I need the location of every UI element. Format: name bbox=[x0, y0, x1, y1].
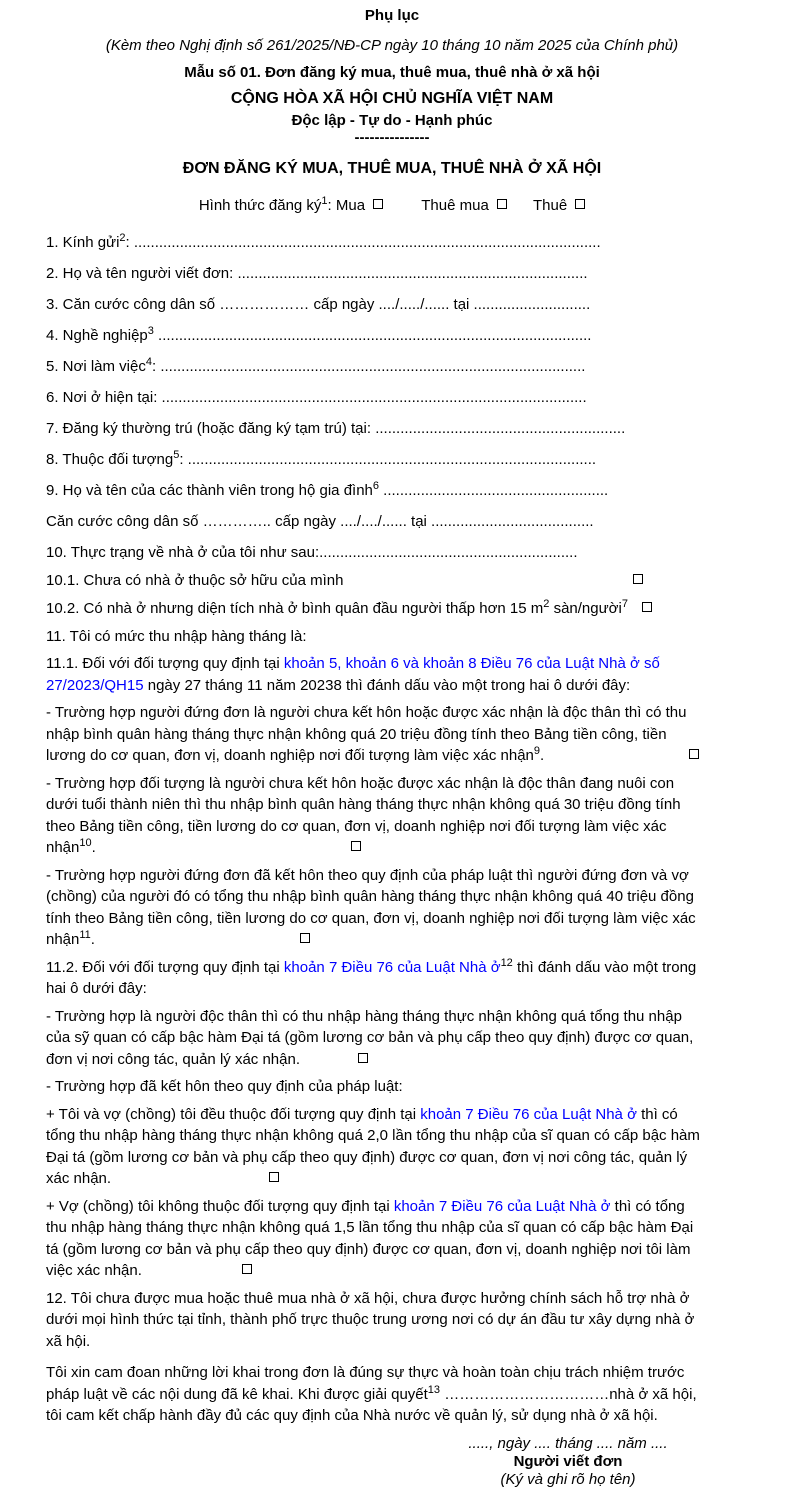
checkbox-married-40-trieu[interactable] bbox=[300, 933, 310, 943]
option-thue-label: Thuê bbox=[532, 197, 568, 214]
case-text-tail: thì có tổng thu nhập hàng tháng thực nhận không quá 2,0 lần tổng thu nhập của sĩ quan có cấp bậc hàm Đại tá (gồm lương cơ bản và phụ cấp theo quy định) được cơ quan, đơn vị nơi công tác, quản lý xác nhận. bbox=[46, 1105, 700, 1187]
fill-in-blank[interactable]: ...................................................... bbox=[379, 482, 609, 499]
footnote-ref-5: 5 bbox=[173, 449, 180, 461]
fill-in-blank[interactable]: : ................................................................................................................ bbox=[125, 234, 601, 251]
commitment-text-tail: nhà ở xã hội, tôi cam kết chấp hành đầy đủ các quy định của Nhà nước về quản lý, sử dụng nhà ở xã hội. bbox=[46, 1385, 697, 1424]
form-title: ĐƠN ĐĂNG KÝ MUA, THUÊ MUA, THUÊ NHÀ Ở XÃ HỘI bbox=[182, 160, 602, 177]
option-10-1 bbox=[46, 570, 708, 591]
fill-in-blank[interactable]: …………………………… bbox=[440, 1385, 610, 1403]
checkbox-mua[interactable] bbox=[373, 199, 383, 209]
footnote-ref-7: 7 bbox=[621, 598, 628, 610]
decree-reference: (Kèm theo Nghị định số 261/2025/NĐ-CP ngày 10 tháng 10 năm 2025 của Chính phủ) bbox=[105, 37, 679, 54]
checkbox-single-20-trieu[interactable] bbox=[689, 749, 699, 759]
registration-type-label: Hình thức đăng ký bbox=[198, 197, 322, 214]
signature-date-line: ....., ngày .... tháng .... năm .... bbox=[468, 1434, 668, 1452]
case-text: + Vợ (chồng) tôi không thuộc đối tượng quy định tại bbox=[46, 1197, 394, 1215]
case-single-parent-30-trieu bbox=[46, 773, 708, 859]
case-text: - Trường hợp người đứng đơn là người chưa kết hôn hoặc được xác nhận là độc thân thì có thu nhập bình quân hàng tháng thực nhận không quá 20 triệu đồng tính theo Bảng tiền công, tiền lương do cơ quan, đơn vị, doanh nghiệp nơi đối tượng làm việc xác nhận bbox=[46, 704, 687, 764]
case-single-20-trieu bbox=[46, 702, 708, 767]
commitment-paragraph bbox=[46, 1362, 708, 1427]
field-kinh-gui bbox=[46, 232, 708, 253]
footnote-ref-1: 1 bbox=[321, 195, 328, 207]
section-11-2-intro bbox=[46, 957, 708, 1000]
signature-instruction: (Ký và ghi rõ họ tên) bbox=[500, 1470, 636, 1488]
link-dieu-76-luat-nha-o[interactable]: khoản 5, khoản 6 và khoản 8 Điều 76 của Luật Nhà ở số 27/2023/QH15 bbox=[46, 655, 660, 694]
case-text-tail: thì có tổng thu nhập hàng tháng thực nhận không quá 1,5 lần tổng thu nhập của sĩ quan có cấp bậc hàm Đại tá (gồm lương cơ bản và phụ cấp theo quy định) được cơ quan, đơn vị, doanh nghiệp nơi tôi làm việc xác nhận. bbox=[46, 1197, 694, 1279]
footnote-ref-3: 3 bbox=[147, 325, 154, 337]
case-married-40-trieu bbox=[46, 865, 708, 951]
case-11-2-single bbox=[46, 1006, 708, 1071]
field-doi-tuong bbox=[46, 449, 708, 470]
signature-block bbox=[408, 1435, 728, 1488]
link-khoan-7-dieu-76[interactable]: khoản 7 Điều 76 của Luật Nhà ở bbox=[420, 1105, 637, 1123]
case-11-2-married-heading: - Trường hợp đã kết hôn theo quy định của pháp luật: bbox=[46, 1078, 403, 1095]
footnote-ref-2: 2 bbox=[119, 232, 126, 244]
appendix-title: Phụ lục bbox=[364, 7, 420, 24]
checkbox-10-1[interactable] bbox=[633, 574, 643, 584]
section-11-1-pre: 11.1. Đối với đối tượng quy định tại bbox=[46, 655, 284, 672]
footnote-ref-6: 6 bbox=[372, 480, 380, 492]
footnote-ref-11: 11 bbox=[79, 929, 91, 941]
option-10-2-label: 10.2. Có nhà ở nhưng diện tích nhà ở bình quân đầu người thấp hơn 15 m bbox=[46, 600, 544, 617]
checkbox-thue-mua[interactable] bbox=[497, 199, 507, 209]
section-11-2-post: thì đánh dấu vào một trong hai ô dưới đây: bbox=[46, 958, 697, 997]
case-period: . bbox=[91, 839, 96, 856]
case-spouse-not-subject-1-5x bbox=[46, 1196, 708, 1282]
fill-in-blank[interactable]: : ...................................................................................................... bbox=[151, 358, 586, 375]
fill-in-blank[interactable]: : .................................................................................................. bbox=[179, 451, 597, 468]
national-title: CỘNG HÒA XÃ HỘI CHỦ NGHĨA VIỆT NAM bbox=[230, 90, 554, 107]
case-text: - Trường hợp đối tượng là người chưa kết hôn hoặc được xác nhận là độc thân đang nuôi con dưới tuổi thành niên thì thu nhập bình quân hàng tháng thực nhận không quá 30 triệu đồng tính theo Bảng tiền công, tiền lương do cơ quan, đơn vị, doanh nghiệp nơi đối tượng làm việc xác nhận bbox=[46, 774, 681, 856]
case-text: - Trường hợp người đứng đơn đã kết hôn theo quy định của pháp luật thì người đứng đơn và vợ (chồng) của người đó có tổng thu nhập bình quân hàng tháng thực nhận không quá 40 triệu đồng tính theo Bảng tiền công, tiền lương do cơ quan, đơn vị, doanh nghiệp nơi đối tượng làm việc xác nhận bbox=[46, 866, 696, 948]
section-11-heading: 11. Tôi có mức thu nhập hàng tháng là: bbox=[46, 628, 307, 645]
document-header bbox=[0, 5, 784, 216]
footnote-ref-4: 4 bbox=[145, 356, 152, 368]
footnote-ref-9: 9 bbox=[533, 745, 541, 757]
field-noi-o-hien-tai[interactable]: 6. Nơi ở hiện tại: ...................................................................................................... bbox=[46, 389, 587, 406]
checkbox-thue[interactable] bbox=[575, 199, 585, 209]
case-period: . bbox=[90, 931, 95, 948]
form-body bbox=[46, 232, 708, 1488]
section-11-2-pre: 11.2. Đối với đối tượng quy định tại bbox=[46, 958, 284, 976]
national-motto: Độc lập - Tự do - Hạnh phúc bbox=[291, 112, 493, 129]
checkbox-spouse-not-subject-1-5x[interactable] bbox=[242, 1264, 252, 1274]
field-nghe-nghiep bbox=[46, 325, 708, 346]
case-text: + Tôi và vợ (chồng) tôi đều thuộc đối tượng quy định tại bbox=[46, 1105, 421, 1123]
option-10-2-label-tail: sàn/người bbox=[549, 600, 622, 617]
section-11-1-intro bbox=[46, 653, 708, 696]
field-noi-lam-viec bbox=[46, 356, 708, 377]
form-number: Mẫu số 01. Đơn đăng ký mua, thuê mua, thuê nhà ở xã hội bbox=[184, 64, 600, 81]
option-10-1-label: 10.1. Chưa có nhà ở thuộc sở hữu của mình bbox=[46, 572, 344, 589]
checkbox-10-2[interactable] bbox=[642, 602, 652, 612]
field-can-cuoc-thanh-vien[interactable]: Căn cước công dân số ………….. cấp ngày ..../..../...... tại ....................................... bbox=[46, 513, 594, 530]
case-both-spouses-2x bbox=[46, 1104, 708, 1190]
field-label: 8. Thuộc đối tượng bbox=[46, 451, 174, 468]
superscript-m2: 2 bbox=[543, 598, 550, 610]
field-label: 5. Nơi làm việc bbox=[46, 358, 146, 375]
link-khoan-7-dieu-76[interactable]: khoản 7 Điều 76 của Luật Nhà ở bbox=[283, 958, 501, 976]
footnote-ref-10: 10 bbox=[79, 837, 92, 849]
field-label: 1. Kính gửi bbox=[46, 234, 120, 251]
registration-type-colon: : bbox=[327, 197, 332, 214]
section-12-declaration: 12. Tôi chưa được mua hoặc thuê mua nhà ở xã hội, chưa được hưởng chính sách hỗ trợ nhà ở dưới mọi hình thức tại tỉnh, thành phố trực thuộc trung ương nơi có dự án đầu tư xây dựng nhà ở xã hội. bbox=[46, 1289, 695, 1350]
field-can-cuoc[interactable]: 3. Căn cước công dân số ……………… cấp ngày ..../...../...... tại ............................ bbox=[46, 296, 591, 313]
case-text: - Trường hợp là người độc thân thì có thu nhập hàng tháng thực nhận không quá tổng thu nhập của sỹ quan có cấp bậc hàm Đại tá (gồm lương cơ bản và phụ cấp theo quy định) được cơ quan, đơn vị nơi công tác, quản lý xác nhận. bbox=[46, 1007, 694, 1068]
footnote-ref-13: 13 bbox=[427, 1383, 441, 1396]
signer-role: Người viết đơn bbox=[513, 1452, 623, 1470]
checkbox-both-spouses-2x[interactable] bbox=[269, 1172, 279, 1182]
case-period: . bbox=[540, 747, 545, 764]
registration-type-row bbox=[0, 195, 784, 216]
option-10-2 bbox=[46, 598, 708, 619]
field-thuc-trang-nha-o[interactable]: 10. Thực trạng về nhà ở của tôi như sau:.............................................................. bbox=[46, 544, 578, 561]
checkbox-11-2-single[interactable] bbox=[358, 1053, 368, 1063]
motto-divider: --------------- bbox=[354, 129, 430, 146]
option-thue-mua-label: Thuê mua bbox=[421, 197, 489, 214]
field-thanh-vien-ho-gia-dinh bbox=[46, 480, 708, 501]
fill-in-blank[interactable]: ........................................................................................................ bbox=[153, 327, 592, 344]
field-thuong-tru[interactable]: 7. Đăng ký thường trú (hoặc đăng ký tạm trú) tại: ............................................................ bbox=[46, 420, 626, 437]
link-khoan-7-dieu-76[interactable]: khoản 7 Điều 76 của Luật Nhà ở bbox=[393, 1197, 611, 1215]
option-mua-label: Mua bbox=[335, 197, 366, 214]
commitment-text: Tôi xin cam đoan những lời khai trong đơn là đúng sự thực và hoàn toàn chịu trách nhiệm trước pháp luật về các nội dung đã kê khai. Khi được giải quyết bbox=[46, 1364, 685, 1403]
section-11-1-post: ngày 27 tháng 11 năm 20238 thì đánh dấu vào một trong hai ô dưới đây: bbox=[143, 676, 631, 694]
footnote-ref-12: 12 bbox=[500, 956, 513, 969]
field-label: 4. Nghề nghiệp bbox=[46, 327, 148, 344]
field-ho-ten[interactable]: 2. Họ và tên người viết đơn: .................................................................................... bbox=[46, 265, 588, 282]
field-label: 9. Họ và tên của các thành viên trong hộ gia đình bbox=[46, 482, 373, 499]
checkbox-single-parent-30-trieu[interactable] bbox=[351, 841, 361, 851]
